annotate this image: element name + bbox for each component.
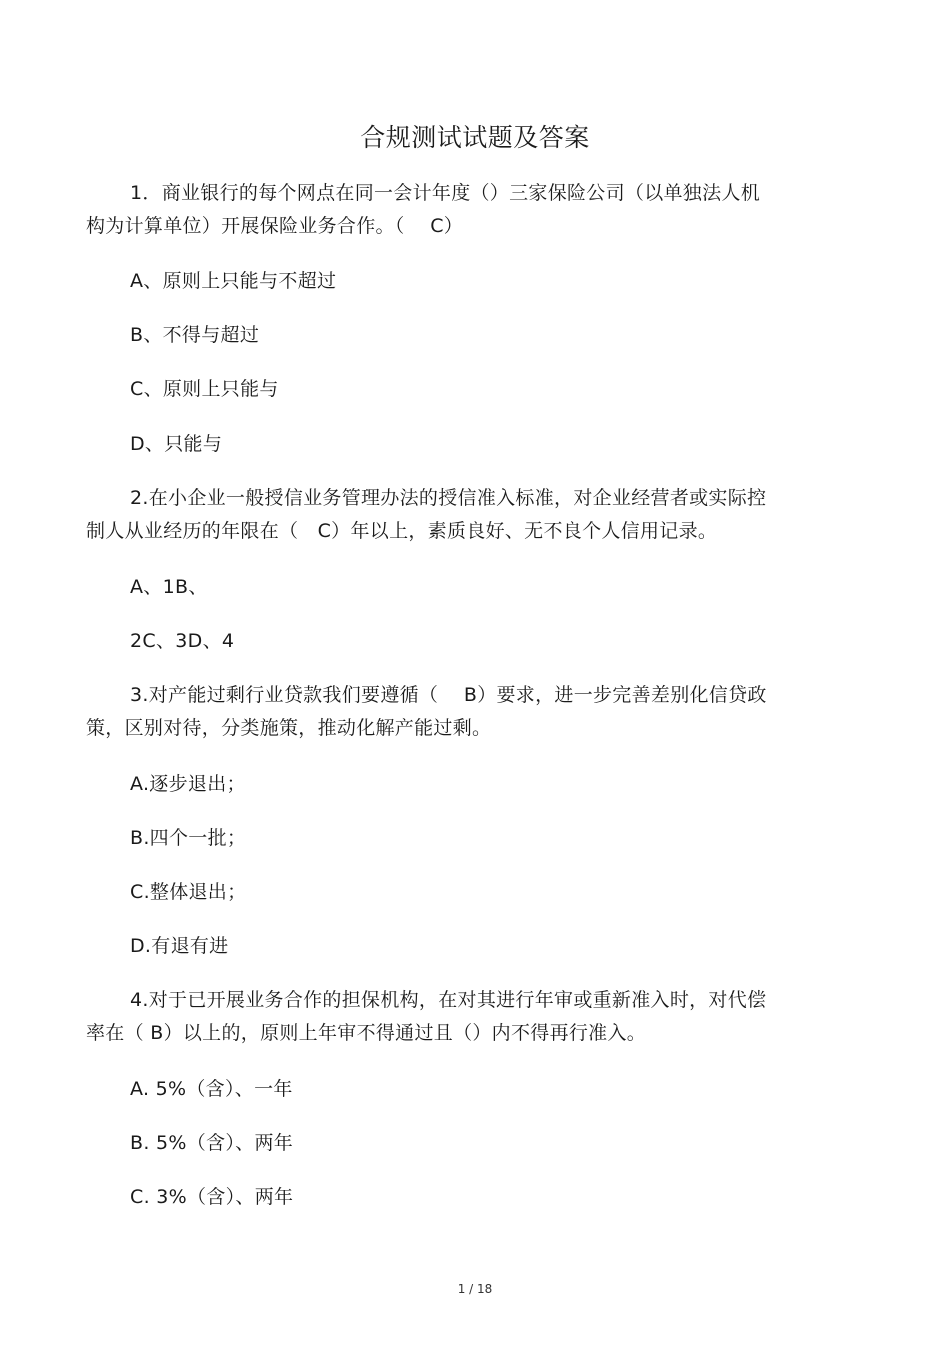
q4-stem-line2: 率在（ B）以上的，原则上年审不得通过且（）内不得再行准入。 bbox=[86, 1022, 647, 1044]
q1-stem-line1: 1．商业银行的每个网点在同一会计年度（）三家保险公司（以单独法人机 bbox=[130, 182, 760, 204]
q4-option-a: A. 5%（含）、一年 bbox=[130, 1078, 293, 1100]
q4-stem-line1: 4.对于已开展业务合作的担保机构，在对其进行年审或重新准入时，对代偿 bbox=[130, 989, 767, 1011]
q1-option-a: A、原则上只能与不超过 bbox=[130, 270, 337, 292]
q4-option-c: C. 3%（含）、两年 bbox=[130, 1186, 294, 1208]
q2-stem-line1: 2.在小企业一般授信业务管理办法的授信准入标准，对企业经营者或实际控 bbox=[130, 487, 767, 509]
page-number: 1 / 18 bbox=[457, 1282, 493, 1296]
document-title: 合规测试试题及答案 bbox=[360, 123, 590, 152]
q4-option-b: B. 5%（含）、两年 bbox=[130, 1132, 294, 1154]
q3-option-b: B.四个一批； bbox=[130, 827, 247, 849]
q3-stem-line2: 策，区别对待，分类施策，推动化解产能过剩。 bbox=[86, 717, 492, 739]
q2-stem-line2: 制人从业经历的年限在（ C）年以上，素质良好、无不良个人信用记录。 bbox=[86, 520, 718, 542]
q3-stem-line1: 3.对产能过剩行业贷款我们要遵循（ B）要求，进一步完善差别化信贷政 bbox=[130, 684, 767, 706]
q1-option-d: D、只能与 bbox=[130, 433, 223, 455]
q2-options-line2: 2C、3D、4 bbox=[130, 630, 235, 652]
q2-options-line1: A、1B、 bbox=[130, 576, 208, 598]
q1-option-b: B、不得与超过 bbox=[130, 324, 260, 346]
q3-option-d: D.有退有进 bbox=[130, 935, 229, 957]
q1-stem-line2: 构为计算单位）开展保险业务合作。（ C） bbox=[86, 215, 464, 237]
q3-option-c: C.整体退出； bbox=[130, 881, 247, 903]
q3-option-a: A.逐步退出； bbox=[130, 773, 246, 795]
q1-option-c: C、原则上只能与 bbox=[130, 378, 279, 400]
